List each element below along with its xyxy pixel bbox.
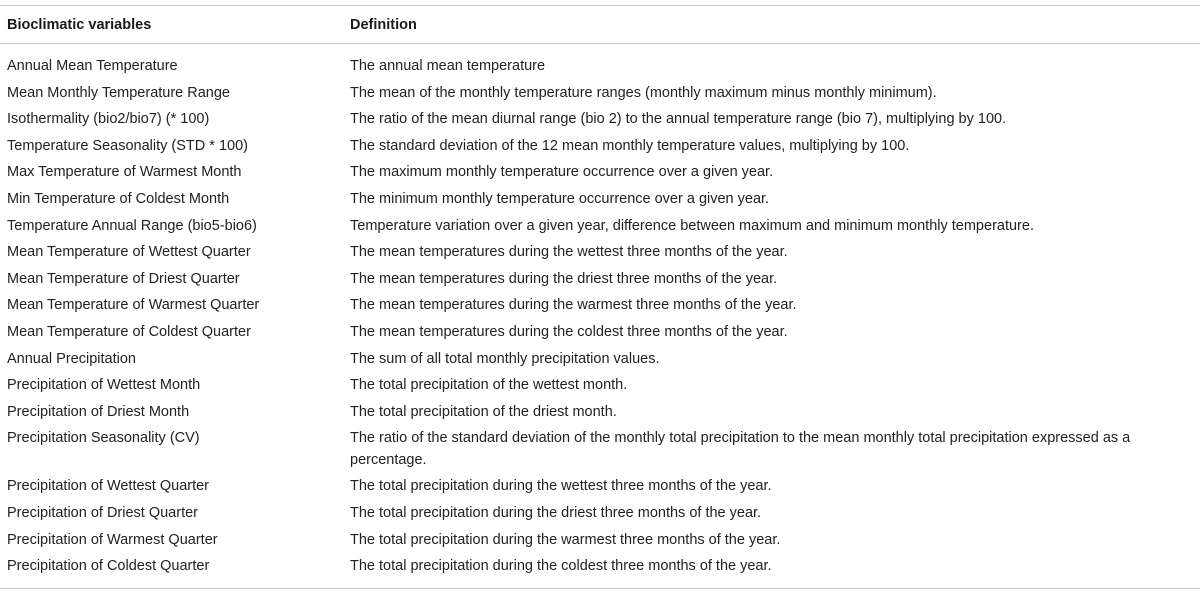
table-row bbox=[0, 374, 1200, 401]
table-bottom-rule bbox=[0, 588, 1200, 589]
table-row bbox=[0, 348, 1200, 375]
variable-cell: Annual Mean Temperature bbox=[7, 58, 178, 74]
variable-cell: Temperature Annual Range (bio5-bio6) bbox=[7, 217, 257, 234]
table-row bbox=[0, 475, 1200, 502]
table-header-rule bbox=[0, 43, 1200, 44]
definition-cell: The sum of all total monthly precipitation values. bbox=[350, 350, 660, 367]
definition-cell: The annual mean temperature bbox=[350, 58, 546, 74]
variable-cell: Min Temperature of Coldest Month bbox=[7, 190, 230, 207]
table-row bbox=[0, 268, 1200, 295]
variable-cell: Precipitation of Warmest Quarter bbox=[7, 531, 218, 548]
variable-cell: Isothermality (bio2/bio7) (* 100) bbox=[7, 111, 210, 128]
variable-cell: Annual Precipitation bbox=[7, 350, 136, 367]
table-row bbox=[0, 241, 1200, 268]
variable-cell: Mean Temperature of Coldest Quarter bbox=[7, 323, 251, 340]
table-row bbox=[0, 215, 1200, 242]
table-row bbox=[0, 427, 1200, 475]
definition-cell: The total precipitation of the wettest month. bbox=[350, 377, 628, 394]
table-body bbox=[0, 55, 1200, 582]
definition-cell: The minimum monthly temperature occurrence over a given year. bbox=[350, 190, 770, 207]
table-row bbox=[0, 555, 1200, 582]
variable-cell: Precipitation Seasonality (CV) bbox=[7, 430, 200, 447]
variable-cell: Precipitation of Driest Quarter bbox=[7, 504, 198, 521]
definition-cell: The maximum monthly temperature occurrence over a given year. bbox=[350, 164, 774, 181]
column-header-definition: Definition bbox=[350, 17, 417, 33]
table-row bbox=[0, 502, 1200, 529]
table-row bbox=[0, 55, 1200, 82]
definition-cell: The standard deviation of the 12 mean monthly temperature values, multiplying by 100. bbox=[350, 137, 910, 154]
definition-cell: The total precipitation during the driest three months of the year. bbox=[350, 504, 762, 521]
definition-cell: The ratio of the mean diurnal range (bio 2) to the annual temperature range (bio 7), multiplying by 100. bbox=[350, 111, 1007, 128]
variable-cell: Temperature Seasonality (STD * 100) bbox=[7, 137, 248, 154]
variable-cell: Mean Temperature of Wettest Quarter bbox=[7, 244, 251, 261]
definition-cell: The total precipitation during the wettest three months of the year. bbox=[350, 478, 772, 495]
definition-cell: The total precipitation during the warmest three months of the year. bbox=[350, 531, 781, 548]
table-row bbox=[0, 188, 1200, 215]
table-top-rule bbox=[0, 5, 1200, 6]
definition-cell: Temperature variation over a given year, difference between maximum and minimum monthly temperature. bbox=[350, 217, 1034, 234]
definition-cell: The mean temperatures during the wettest three months of the year. bbox=[350, 244, 788, 261]
table-row bbox=[0, 294, 1200, 321]
table-row bbox=[0, 108, 1200, 135]
table-row bbox=[0, 321, 1200, 348]
table-row bbox=[0, 529, 1200, 556]
definition-cell: The mean temperatures during the coldest three months of the year. bbox=[350, 323, 788, 340]
table-row bbox=[0, 401, 1200, 428]
table-row bbox=[0, 161, 1200, 188]
variable-cell: Precipitation of Wettest Quarter bbox=[7, 478, 210, 495]
table-row bbox=[0, 135, 1200, 162]
variable-cell: Mean Temperature of Warmest Quarter bbox=[7, 297, 260, 314]
definition-cell: The mean of the monthly temperature ranges (monthly maximum minus monthly minimum). bbox=[350, 84, 937, 101]
table-row bbox=[0, 82, 1200, 109]
definition-cell: The mean temperatures during the warmest three months of the year. bbox=[350, 297, 797, 314]
definition-cell: The mean temperatures during the driest three months of the year. bbox=[350, 270, 778, 287]
variable-cell: Max Temperature of Warmest Month bbox=[7, 164, 242, 181]
definition-cell: The total precipitation of the driest month. bbox=[350, 403, 617, 420]
definition-cell: The total precipitation during the coldest three months of the year. bbox=[350, 558, 772, 575]
variable-cell: Mean Temperature of Driest Quarter bbox=[7, 270, 240, 287]
table-header-row bbox=[0, 14, 1200, 36]
variable-cell: Mean Monthly Temperature Range bbox=[7, 84, 230, 101]
variable-cell: Precipitation of Coldest Quarter bbox=[7, 558, 210, 575]
variable-cell: Precipitation of Driest Month bbox=[7, 403, 190, 420]
definition-cell: The ratio of the standard deviation of the monthly total precipitation to the mean monthly total precipitation expressed as a percentage. bbox=[350, 430, 1131, 469]
variable-cell: Precipitation of Wettest Month bbox=[7, 377, 201, 394]
column-header-variables: Bioclimatic variables bbox=[7, 17, 152, 33]
